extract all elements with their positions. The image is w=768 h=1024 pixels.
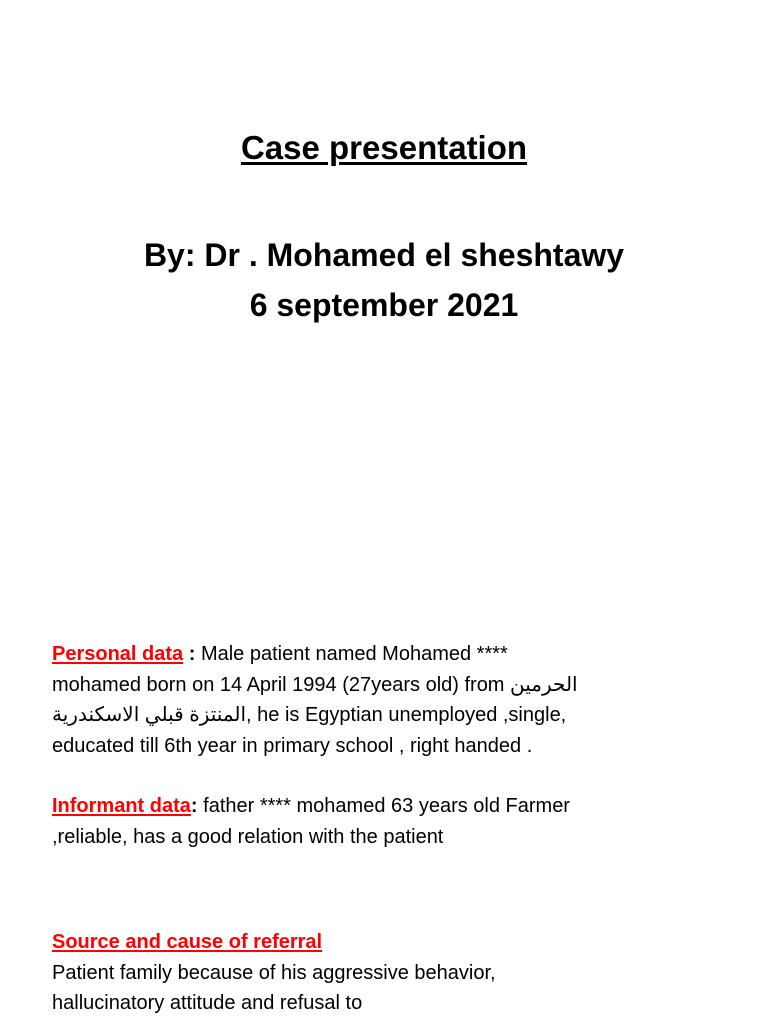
informant-data-text-2: ,reliable, has a good relation with the patient xyxy=(52,825,444,848)
informant-data-section xyxy=(52,791,752,852)
informant-data-line-1 xyxy=(52,791,752,822)
informant-data-colon: : xyxy=(190,795,198,817)
personal-data-line-3 xyxy=(52,700,752,731)
personal-data-text-3: , he is Egyptian unemployed ,single, xyxy=(246,704,567,726)
informant-data-line-2 xyxy=(52,822,752,853)
personal-data-text-1: Male patient named Mohamed **** xyxy=(195,643,508,665)
slide-title xyxy=(0,128,768,168)
personal-data-arabic-2: المنتزة قبلي الاسكندرية xyxy=(52,704,247,726)
personal-data-section xyxy=(52,639,752,761)
personal-data-line-4 xyxy=(52,731,752,762)
personal-data-colon: : xyxy=(183,643,196,665)
referral-heading: Source and cause of referral xyxy=(52,931,323,953)
presentation-date: 6 september 2021 xyxy=(249,287,519,323)
personal-data-text-2: mohamed born on 14 April 1994 (27years old) from xyxy=(52,673,511,696)
referral-line-1: Patient family because of his aggressive behavior, xyxy=(52,961,496,984)
informant-data-text-1: father **** mohamed 63 years old Farmer xyxy=(197,795,570,817)
referral-line-2: hallucinatory attitude and refusal to xyxy=(52,992,363,1014)
slide-title-text: Case presentation xyxy=(240,129,528,166)
author-line: By: Dr . Mohamed el sheshtawy xyxy=(143,237,625,273)
informant-data-heading: Informant data xyxy=(52,795,191,817)
personal-data-line-1 xyxy=(52,639,752,670)
personal-data-text-4: educated till 6th year in primary school , right handed . xyxy=(52,734,533,757)
referral-heading-line xyxy=(52,927,752,958)
personal-data-line-2 xyxy=(52,670,752,701)
personal-data-heading: Personal data xyxy=(52,643,184,665)
referral-section xyxy=(52,927,752,1019)
personal-data-arabic-1: الحرمين xyxy=(510,673,578,696)
